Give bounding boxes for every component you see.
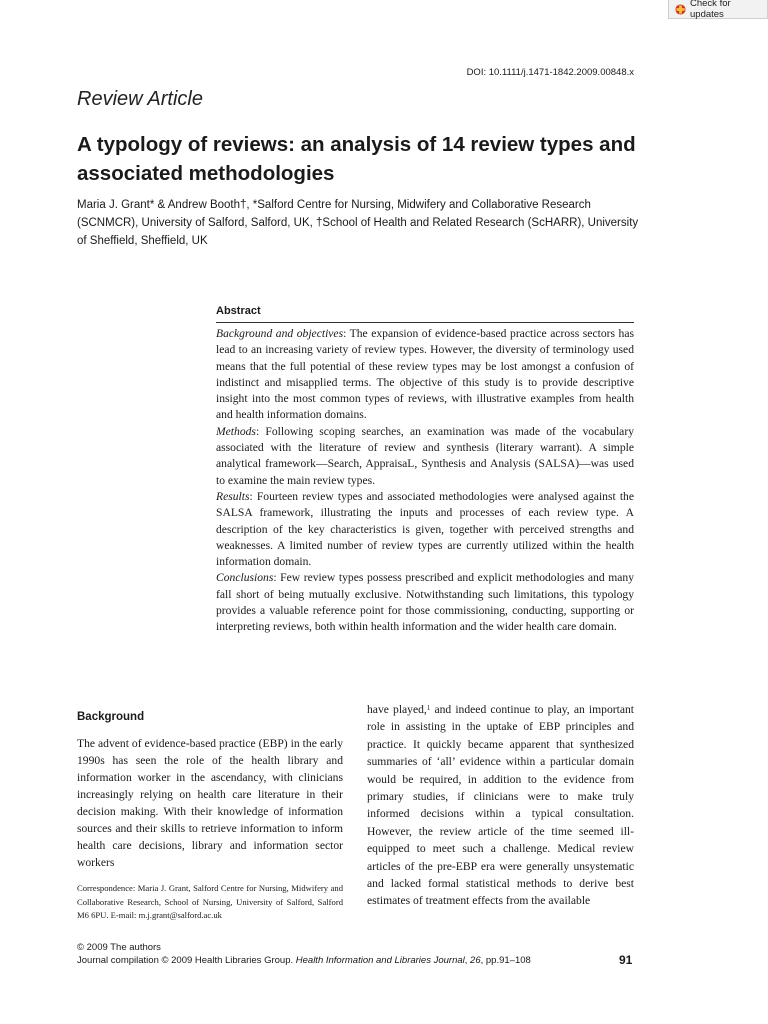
abstract-background: Background and objectives: The expansion of evidence-based practice across sectors has lead to an increasing variety of review types. However, the diversity of terminology used means that the full potential of these review types may be lost amongst a confusion of indistinct and misapplied terms. The objective of this study is to provide descriptive insight into the most common types of reviews, with illustrative examples from health and health information domains. — [216, 327, 634, 422]
section-heading-background: Background — [77, 711, 145, 723]
abstract-conclusions: Conclusions: Few review types possess prescribed and explicit methodologies and many fall short of being mutually exclusive. Notwithstanding such limitations, this typology provides a valuable reference point for those commissioning, conducting, supporting or interpreting reviews, both within health information and the wider health care domain. — [216, 571, 634, 634]
body-text-left-column: The advent of evidence-based practice (EBP) in the early 1990s has seen the role of the health library and information worker in the ascendancy, with clinicians increasingly relying on health care literature in their decision making. With their knowledge of information sources and their skills to retrieve information to inform health care decisions, library and information sector workers — [77, 737, 343, 869]
page-title: A typology of reviews: an analysis of 14 review types and associated methodologies — [77, 133, 636, 185]
correspondence-note: Correspondence: Maria J. Grant, Salford Centre for Nursing, Midwifery and Collaborative Research, School of Nursing, University of Salford, Salford M6 6PU. E-mail: m.j.grant@salford.ac.uk — [77, 883, 343, 920]
abstract-body — [216, 326, 634, 636]
abstract-methods: Methods: Following scoping searches, an examination was made of the vocabulary associated with the literature of review and synthesis (literary warrant). A simple analytical framework—Search, AppraisaL, Synthesis and Analysis (SALSA)—was used to examine the main review types. — [216, 424, 634, 487]
copyright: © 2009 The authors — [77, 942, 161, 953]
body-text-right-column: have played,$^1$ and indeed continue to play, an important role in assisting in the uptake of EBP principles and practice. It quickly became apparent that synthesized summaries of ‘all’ evidence within a particular domain would be required, in addition to the evidence from primary studies, if clinicians were to make truly informed decisions within a typical consultation. However, the review article of the time seemed ill-equipped to meet such a challenge. Medical review articles of the pre-EBP era were generally unsystematic and lacked formal statistical methods to derive best estimates of treatment effects from the available — [367, 703, 634, 908]
page-number: 91 — [619, 953, 633, 967]
crossmark-icon — [675, 4, 686, 15]
article-type: Review Article — [77, 88, 203, 110]
journal-volume: 26 — [470, 955, 481, 966]
abstract-divider — [216, 322, 634, 323]
check-for-updates-button[interactable] — [668, 0, 768, 19]
authors-affiliations: Maria J. Grant* & Andrew Booth†, *Salford Centre for Nursing, Midwifery and Collaborative Research (SCNMCR), University of Salford, Salford, UK, †School of Health and Related Research (ScHARR), University of Sheffield, Sheffield, UK — [77, 199, 639, 247]
citation-ref[interactable]: 1 — [426, 704, 431, 712]
abstract-results: Results: Fourteen review types and associated methodologies were analysed against the SALSA framework, illustrating the inputs and processes of each review type. A description of the key characteristics is given, together with perceived strengths and weaknesses. A limited number of review types are currently utilized within the health information domain. — [216, 489, 634, 569]
abstract-label: Results — [216, 489, 250, 503]
abstract-heading: Abstract — [216, 305, 261, 317]
journal-name: Health Information and Libraries Journal — [295, 955, 465, 966]
abstract-label: Conclusions — [216, 571, 274, 585]
abstract-label: Methods — [216, 424, 256, 438]
check-for-updates-label: Check for updates — [690, 0, 731, 20]
journal-citation: Journal compilation © 2009 Health Libraries Group. Health Information and Libraries Journal, 26, pp.91–108 — [77, 955, 531, 966]
doi: DOI: 10.1111/j.1471-1842.2009.00848.x — [466, 67, 634, 78]
abstract-label: Background and objectives — [216, 327, 344, 340]
